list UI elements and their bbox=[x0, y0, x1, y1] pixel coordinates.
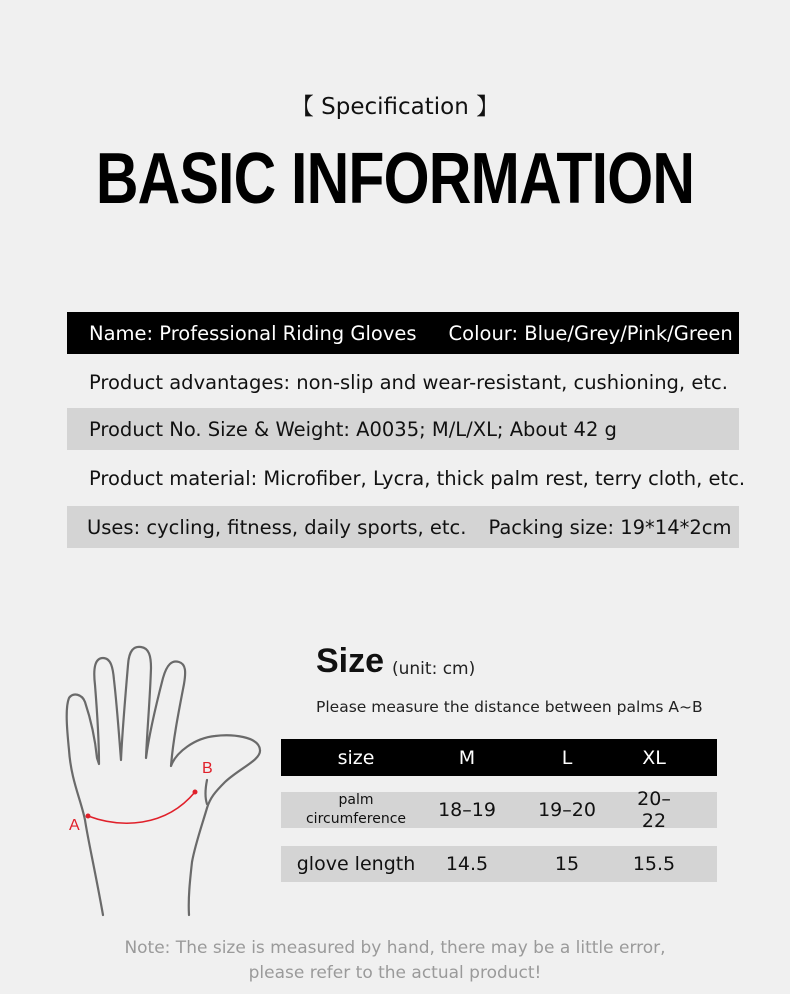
product-number: Product No. Size & Weight: A0035; M/L/XL; About 42 g bbox=[89, 417, 617, 441]
product-name: Name: Professional Riding Gloves bbox=[89, 321, 417, 345]
info-row-advantages bbox=[67, 361, 739, 403]
size-unit: (unit: cm) bbox=[392, 659, 476, 679]
info-row-material bbox=[67, 457, 746, 499]
size-instruction: Please measure the distance between palms A~B bbox=[316, 698, 703, 716]
label-b: B bbox=[202, 760, 213, 777]
header-l: L bbox=[561, 746, 573, 769]
label-a: A bbox=[69, 817, 80, 834]
cell-palm-m: 18–19 bbox=[438, 799, 496, 821]
product-colour: Colour: Blue/Grey/Pink/Green bbox=[448, 321, 733, 345]
info-row-product-no bbox=[67, 408, 739, 450]
size-note bbox=[0, 936, 790, 986]
note-line2: please refer to the actual product! bbox=[248, 963, 542, 983]
cell-length-l: 15 bbox=[554, 853, 580, 875]
table-row-length bbox=[281, 846, 717, 882]
row-label-palm-line1: palm bbox=[338, 792, 374, 808]
packing-size: Packing size: 19*14*2cm bbox=[488, 515, 732, 539]
info-row-uses bbox=[67, 506, 739, 548]
header-size: size bbox=[337, 746, 375, 769]
header-xl: XL bbox=[642, 746, 666, 769]
info-row-name bbox=[67, 312, 739, 354]
cell-length-xl: 15.5 bbox=[632, 853, 676, 875]
note-line1: Note: The size is measured by hand, there may be a little error, bbox=[124, 938, 666, 958]
row-label-palm bbox=[281, 791, 431, 829]
header-m: M bbox=[458, 746, 476, 769]
row-label-length: glove length bbox=[296, 853, 416, 875]
product-uses: Uses: cycling, fitness, daily sports, etc. bbox=[87, 515, 467, 539]
cell-palm-l: 19–20 bbox=[538, 799, 596, 821]
table-row-palm bbox=[281, 788, 717, 832]
spec-heading: 【 Specification 】 bbox=[290, 94, 500, 120]
product-material: Product material: Microfiber, Lycra, thick palm rest, terry cloth, etc. bbox=[89, 466, 746, 490]
table-header-row bbox=[281, 739, 717, 776]
row-label-palm-line2: circumference bbox=[305, 811, 407, 827]
size-title: Size bbox=[316, 642, 385, 680]
cell-palm-xl: 20–22 bbox=[637, 788, 671, 832]
product-advantages: Product advantages: non-slip and wear-resistant, cushioning, etc. bbox=[89, 370, 728, 394]
cell-length-m: 14.5 bbox=[445, 853, 489, 875]
hand-diagram-icon bbox=[55, 640, 280, 920]
page-title: BASIC INFORMATION bbox=[95, 139, 695, 219]
